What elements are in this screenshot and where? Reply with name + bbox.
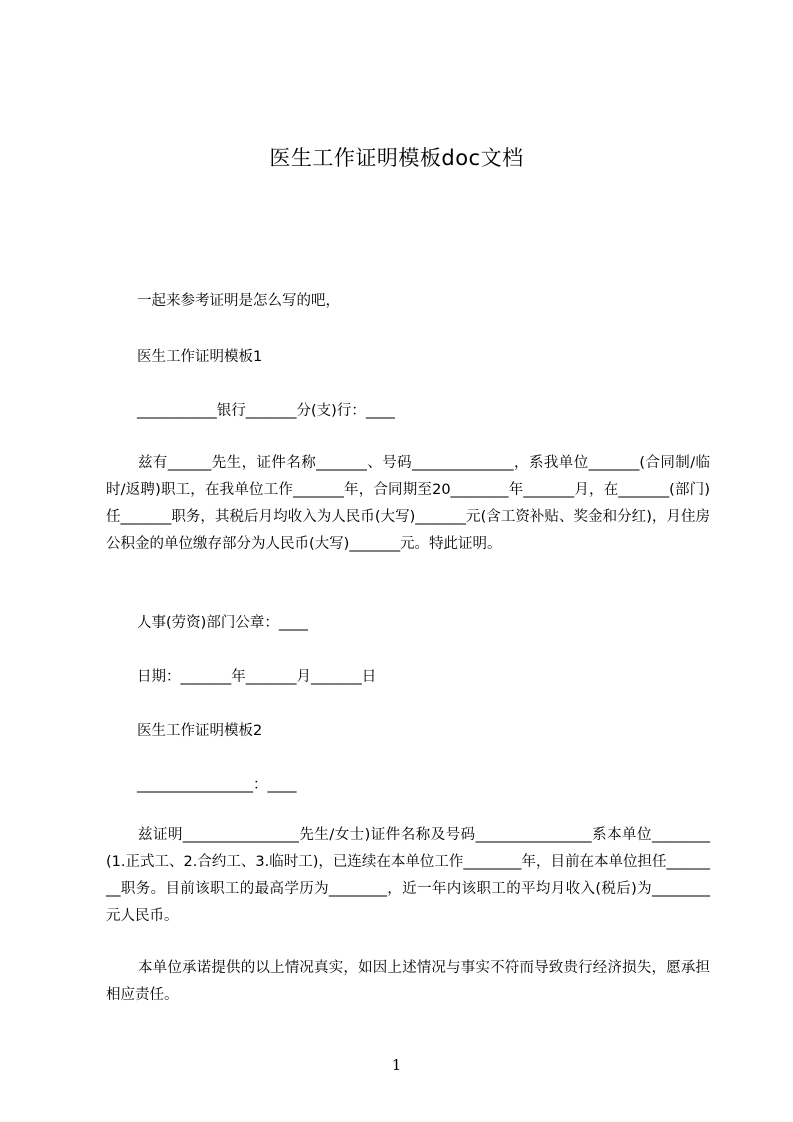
template2-address-line: ________________：____ [137, 777, 297, 793]
template1-heading: 医生工作证明模板1 [137, 349, 263, 365]
template2-commitment: 本单位承诺提供的以上情况真实，如因上述情况与事实不符而导致贵行经济损失，愿承担相应责任。 [106, 960, 710, 1003]
intro-text: 一起来参考证明是怎么写的吧， [137, 293, 340, 309]
template2-heading: 医生工作证明模板2 [137, 723, 263, 739]
template1-address-line: ___________银行_______分(支)行：____ [137, 403, 395, 419]
page-number: 1 [391, 1056, 402, 1074]
template2-body: 兹证明________________先生/女士)证件名称及号码________________系本单位________(1.正式工、2.合约工、3.临时工)，已连续在本单位工作________年，目前在本单位担任________职务。目前该职工的最高学历为________，近一年内该职工的平均月收入(税后)为________元人民币。 [106, 827, 710, 924]
template1-date-line: 日期：_______年_______月_______日 [137, 669, 377, 685]
page-title: 医生工作证明模板doc文档 [269, 146, 524, 170]
template1-body: 兹有______先生，证件名称_______、号码______________，系我单位_______(合同制/临时/返聘)职工，在我单位工作_______年，合同期至20________年_______月，在_______(部门)任_______职务，其税后月均收入为人民币(大写)_______元(含工资补贴、奖金和分红)，月住房公积金的单位缴存部分为人民币(大写)_______元。特此证明。 [106, 455, 710, 552]
template1-seal-line: 人事(劳资)部门公章：____ [137, 615, 308, 631]
